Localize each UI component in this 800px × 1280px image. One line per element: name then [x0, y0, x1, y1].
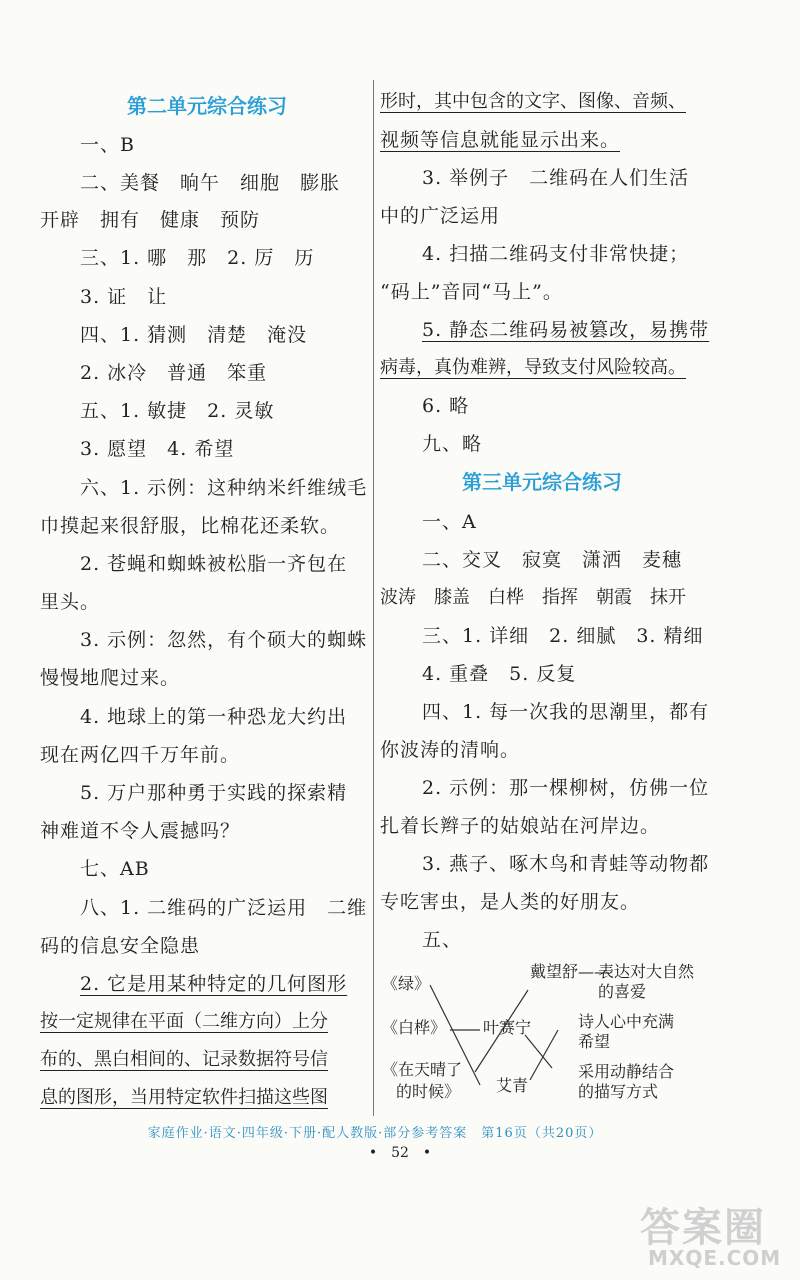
feature-text: 采用动静结合	[578, 1062, 675, 1081]
watermark-logo	[640, 1196, 790, 1276]
poem-title: 的时候》	[396, 1082, 461, 1101]
answer-line: 6. 略	[422, 395, 470, 417]
match-line	[525, 1035, 552, 1068]
answer-line: 三、1. 哪 那 2. 厉 历	[80, 247, 315, 269]
poet-name: 戴望舒——	[530, 962, 611, 981]
match-line	[530, 1030, 558, 1080]
answer-line: 神难道不令人震撼吗？	[40, 820, 241, 842]
feature-text: 表达对大自然	[598, 962, 695, 981]
answer-line: 3. 示例：忽然，有个硕大的蜘蛛	[80, 629, 368, 651]
section-title-unit3: 第三单元综合练习	[462, 470, 622, 494]
answer-line: 四、1. 每一次我的思潮里，都有	[422, 701, 710, 723]
page-footer: 家庭作业·语文·四年级·下册·配人教版·部分参考答案 第16页（共20页）	[147, 1126, 603, 1141]
answer-line: 2. 苍蝇和蜘蛛被松脂一齐包在	[80, 553, 348, 575]
poem-title: 《绿》	[382, 974, 431, 993]
answer-line: 二、美餐 晌午 细胞 膨胀	[80, 172, 341, 194]
answer-line: 码的信息安全隐患	[40, 935, 201, 957]
answer-line: 视频等信息就能显示出来。	[380, 129, 621, 151]
poem-title: 《白桦》	[382, 1018, 447, 1037]
answer-line: 开辟 拥有 健康 预防	[40, 209, 261, 231]
answer-line: “码上”音同“马上”。	[380, 281, 563, 303]
answer-line: 一、B	[80, 134, 135, 156]
answer-line: 现在两亿四千万年前。	[40, 744, 241, 766]
feature-text: 的喜爱	[598, 982, 647, 1001]
answer-line: 四、1. 猜测 清楚 淹没	[80, 324, 308, 346]
answer-line: 二、交叉 寂寞 潇洒 麦穗	[422, 549, 683, 571]
answer-line: 布的、黑白相间的、记录数据符号信	[40, 1049, 328, 1070]
answer-line: 形时，其中包含的文字、图像、音频、	[380, 91, 686, 112]
poet-name: 叶赛宁	[483, 1018, 532, 1037]
answer-line: 3. 燕子、啄木鸟和青蛙等动物都	[422, 853, 710, 875]
column-divider	[373, 80, 374, 1116]
answer-line: 3. 愿望 4. 希望	[80, 438, 235, 460]
answer-line: 六、1. 示例：这种纳米纤维绒毛	[80, 477, 368, 499]
watermark-url: MXQE.COM	[648, 1246, 782, 1270]
answer-line: 九、略	[422, 433, 483, 455]
answer-line: 专吃害虫，是人类的好朋友。	[380, 891, 641, 913]
section-title-unit2: 第二单元综合练习	[127, 94, 287, 118]
answer-line: 五、	[422, 929, 463, 951]
feature-text: 希望	[578, 1032, 611, 1051]
answer-line: 3. 举例子 二维码在人们生活	[422, 167, 690, 189]
answer-line: 一、A	[422, 511, 477, 533]
answer-line: 5. 静态二维码易被篡改，易携带	[422, 319, 710, 341]
answer-line: 里头。	[40, 591, 101, 613]
answer-line: 息的图形，当用特定软件扫描这些图	[40, 1087, 328, 1108]
matching-diagram	[380, 960, 740, 1110]
answer-line: 你波涛的清响。	[380, 739, 521, 761]
answer-line: 波涛 膝盖 白桦 指挥 朝霞 抹开	[380, 587, 686, 608]
answer-line: 七、AB	[80, 858, 150, 880]
answer-line: 3. 证 让	[80, 286, 168, 308]
answer-line: 扎着长辫子的姑娘站在河岸边。	[380, 815, 661, 837]
answer-line: 三、1. 详细 2. 细腻 3. 精细	[422, 625, 704, 647]
answer-line: 中的广泛运用	[380, 205, 501, 227]
page-number: • 52 •	[368, 1145, 432, 1161]
answer-line: 2. 冰冷 普通 笨重	[80, 362, 268, 384]
answer-line: 5. 万户那种勇于实践的探索精	[80, 782, 348, 804]
answer-line: 慢慢地爬过来。	[40, 667, 181, 689]
poet-name: 艾青	[496, 1076, 529, 1095]
answer-line: 八、1. 二维码的广泛运用 二维	[80, 897, 368, 919]
answer-line: 五、1. 敏捷 2. 灵敏	[80, 400, 275, 422]
watermark-text: 答案圈	[640, 1205, 766, 1251]
answer-line: 4. 扫描二维码支付非常快捷；	[422, 243, 690, 265]
feature-text: 的描写方式	[578, 1082, 659, 1101]
answer-line: 2. 示例：那一棵柳树，仿佛一位	[422, 777, 710, 799]
answer-line: 病毒，真伪难辨，导致支付风险较高。	[380, 357, 686, 378]
answer-line: 2. 它是用某种特定的几何图形	[80, 973, 348, 995]
answer-line: 4. 重叠 5. 反复	[422, 663, 577, 685]
feature-text: 诗人心中充满	[578, 1012, 675, 1031]
answer-line: 按一定规律在平面（二维方向）上分	[40, 1011, 328, 1032]
answer-line: 4. 地球上的第一种恐龙大约出	[80, 706, 348, 728]
poem-title: 《在天晴了	[382, 1060, 463, 1079]
answer-line: 巾摸起来很舒服，比棉花还柔软。	[40, 515, 341, 537]
